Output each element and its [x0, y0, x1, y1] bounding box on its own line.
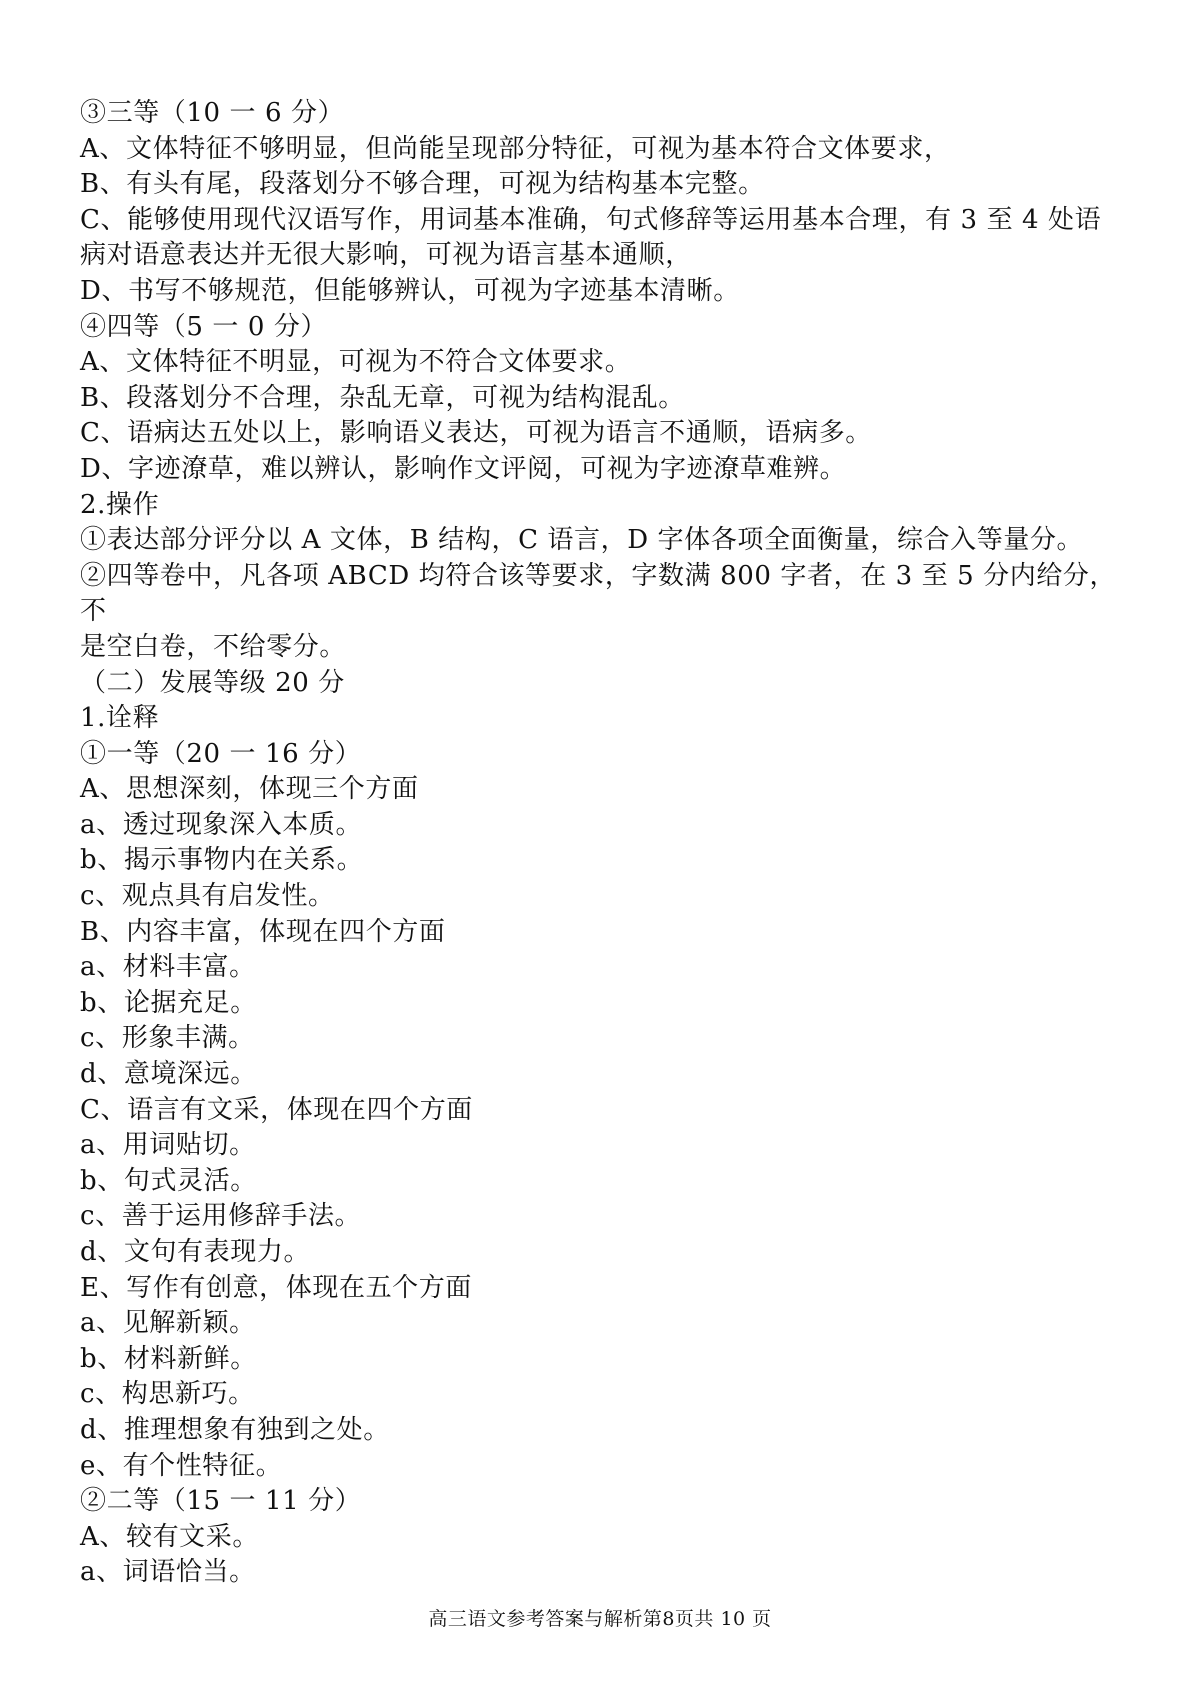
text-line: ④四等（5 一 0 分） [80, 311, 328, 342]
text-line: A、较有文采。 [80, 1521, 259, 1552]
text-line: A、文体特征不够明显，但尚能呈现部分特征，可视为基本符合文体要求， [80, 133, 951, 164]
text-line: C、语言有文采，体现在四个方面 [80, 1094, 473, 1125]
text-line: B、有头有尾，段落划分不够合理，可视为结构基本完整。 [80, 169, 765, 200]
text-line: ②四等卷中，凡各项 ABCD 均符合该等要求，字数满 800 字者，在 3 至 5 分内给分，不 [80, 560, 1117, 627]
text-line: B、内容丰富，体现在四个方面 [80, 916, 446, 947]
page-footer: 高三语文参考答案与解析第8页共 10 页 [428, 1608, 772, 1630]
text-line: b、材料新鲜。 [80, 1343, 257, 1374]
text-line: a、用词贴切。 [80, 1130, 256, 1161]
text-line: ①表达部分评分以 A 文体，B 结构，C 语言，D 字体各项全面衡量，综合入等量分。 [80, 525, 1084, 556]
text-line: C、能够使用现代汉语写作，用词基本准确，句式修辞等运用基本合理，有 3 至 4 处语 [80, 204, 1102, 235]
text-line: ②二等（15 一 11 分） [80, 1486, 362, 1517]
text-line: e、有个性特征。 [80, 1450, 283, 1481]
text-line: a、词语恰当。 [80, 1557, 256, 1588]
text-line: c、形象丰满。 [80, 1023, 255, 1054]
text-line: b、揭示事物内在关系。 [80, 845, 364, 876]
text-line: A、文体特征不明显，可视为不符合文体要求。 [80, 347, 632, 378]
text-line: a、材料丰富。 [80, 952, 256, 983]
text-line: C、语病达五处以上，影响语义表达，可视为语言不通顺，语病多。 [80, 418, 872, 449]
text-line: A、思想深刻，体现三个方面 [80, 774, 419, 805]
text-line: c、构思新巧。 [80, 1379, 255, 1410]
text-line: 是空白卷，不给零分。 [80, 631, 347, 662]
text-line: b、句式灵活。 [80, 1165, 257, 1196]
text-line: d、文句有表现力。 [80, 1237, 311, 1267]
text-line: B、段落划分不合理，杂乱无章，可视为结构混乱。 [80, 382, 685, 413]
section-heading: 1.诠释 [80, 703, 160, 734]
text-line: ①一等（20 一 16 分） [80, 738, 362, 769]
text-line: b、论据充足。 [80, 987, 257, 1018]
text-line: a、透过现象深入本质。 [80, 809, 363, 840]
section-heading: 2.操作 [80, 489, 160, 520]
text-line: d、意境深远。 [80, 1059, 257, 1090]
text-line: c、观点具有启发性。 [80, 881, 335, 912]
text-line: a、见解新颖。 [80, 1308, 256, 1339]
text-line: 病对语意表达并无很大影响，可视为语言基本通顺， [80, 240, 692, 271]
text-line: D、字迹潦草，难以辨认，影响作文评阅，可视为字迹潦草难辨。 [80, 453, 847, 484]
section-heading: （二）发展等级 20 分 [80, 667, 345, 698]
text-line: c、善于运用修辞手法。 [80, 1201, 362, 1232]
text-line: D、书写不够规范，但能够辨认，可视为字迹基本清晰。 [80, 275, 740, 306]
document-body [80, 96, 1130, 1591]
text-line: E、写作有创意，体现在五个方面 [80, 1272, 472, 1303]
text-line: ③三等（10 一 6 分） [80, 98, 345, 128]
text-line: d、推理想象有独到之处。 [80, 1414, 390, 1445]
